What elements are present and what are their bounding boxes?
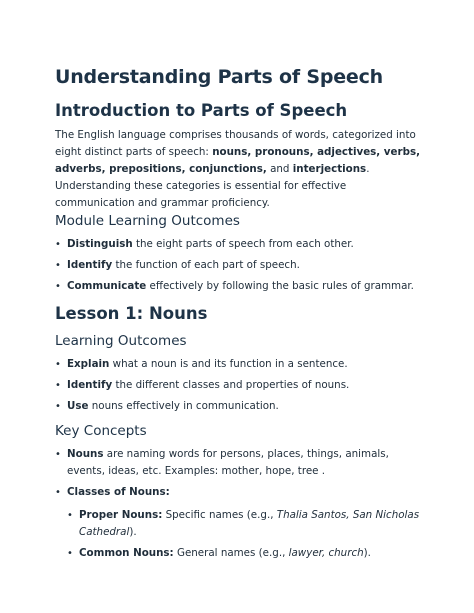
lesson1-outcomes-heading: Learning Outcomes bbox=[55, 333, 187, 349]
intro-text-1: The English language comprises thousands of words, categorized into eight distinct parts of speech: bbox=[55, 129, 416, 158]
key-concepts-heading: Key Concepts bbox=[55, 423, 147, 439]
document-title: Understanding Parts of Speech bbox=[55, 66, 383, 88]
list-item: • Explain what a noun is and its function in a sentence. bbox=[55, 356, 427, 373]
key-concepts-list bbox=[55, 446, 427, 562]
list-item: • Communicate effectively by following the basic rules of grammar. bbox=[55, 278, 427, 295]
intro-bold-2: interjections bbox=[292, 163, 367, 175]
list-item: • Distinguish the eight parts of speech from each other. bbox=[55, 236, 427, 253]
lesson1-heading: Lesson 1: Nouns bbox=[55, 304, 208, 323]
list-item: • Identify the different classes and properties of nouns. bbox=[55, 377, 427, 394]
module-outcomes-list bbox=[55, 236, 427, 295]
intro-bold-1: nouns, pronouns, adjectives, verbs, adverbs, prepositions, conjunctions, bbox=[55, 146, 420, 175]
intro-text-2: and bbox=[266, 163, 293, 175]
intro-text-3: . Understanding these categories is essential for effective communication and grammar proficiency. bbox=[55, 163, 370, 209]
list-item: • Nouns are naming words for persons, places, things, animals, events, ideas, etc. Examples: mother, hope, tree . bbox=[55, 446, 427, 480]
intro-paragraph bbox=[55, 127, 427, 212]
list-item: • Identify the function of each part of speech. bbox=[55, 257, 427, 274]
list-item: • Classes of Nouns: • Proper Nouns: Specific names (e.g., Thalia Santos, San Nicholas Cathedral). • Common Nouns: General names (e.g., lawyer, church). bbox=[55, 484, 427, 562]
intro-heading: Introduction to Parts of Speech bbox=[55, 101, 348, 120]
list-item: • Common Nouns: General names (e.g., lawyer, church). bbox=[67, 545, 427, 562]
noun-classes-list bbox=[67, 507, 427, 562]
list-item: • Proper Nouns: Specific names (e.g., Thalia Santos, San Nicholas Cathedral). bbox=[67, 507, 427, 541]
list-item: • Use nouns effectively in communication. bbox=[55, 398, 427, 415]
lesson1-outcomes-list bbox=[55, 356, 427, 415]
module-outcomes-heading: Module Learning Outcomes bbox=[55, 213, 240, 229]
